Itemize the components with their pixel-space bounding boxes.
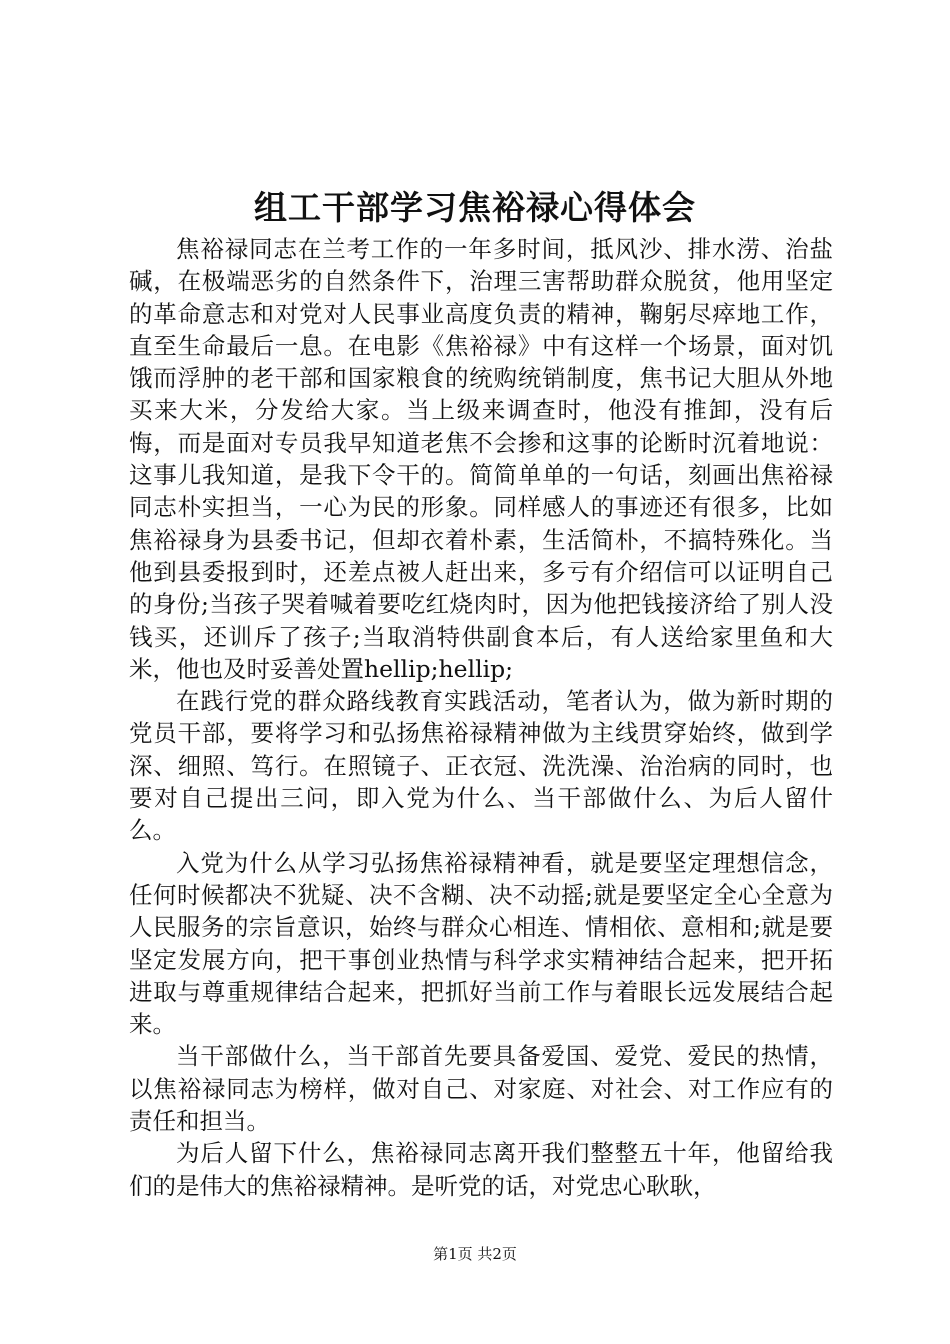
paragraph-3: 入党为什么从学习弘扬焦裕禄精神看，就是要坚定理想信念，任何时候都决不犹疑、决不含糊、决不动摇;就是要坚定全心全意为人民服务的宗旨意识，始终与群众心相连、情相依、意相和;就是要坚定发展方向，把干事创业热情与科学求实精神结合起来，把开拓进取与尊重规律结合起来，把抓好当前工作与着眼长远发展结合起来。 (129, 848, 833, 1039)
paragraph-1: 焦裕禄同志在兰考工作的一年多时间，抵风沙、排水涝、治盐碱，在极端恶劣的自然条件下，治理三害帮助群众脱贫，他用坚定的革命意志和对党对人民事业高度负责的精神，鞠躬尽瘁地工作，直至生命最后一息。在电影《焦裕禄》中有这样一个场景，面对饥饿而浮肿的老干部和国家粮食的统购统销制度，焦书记大胆从外地买来大米，分发给大家。当上级来调查时，他没有推卸，没有后悔，而是面对专员我早知道老焦不会掺和这事的论断时沉着地说：这事儿我知道，是我下令干的。简简单单的一句话，刻画出焦裕禄同志朴实担当，一心为民的形象。同样感人的事迹还有很多，比如焦裕禄身为县委书记，但却衣着朴素，生活简朴，不搞特殊化。当他到县委报到时，还差点被人赶出来，多亏有介绍信可以证明自己的身份;当孩子哭着喊着要吃红烧肉时，因为他把钱接济给了别人没钱买，还训斥了孩子;当取消特供副食本后，有人送给家里鱼和大米，他也及时妥善处置hellip;hellip; (129, 235, 833, 683)
paragraph-4: 当干部做什么，当干部首先要具备爱国、爱党、爱民的热情，以焦裕禄同志为榜样，做对自己、对家庭、对社会、对工作应有的责任和担当。 (129, 1042, 833, 1136)
document-title: 组工干部学习焦裕禄心得体会 (254, 188, 696, 227)
document-body (129, 233, 833, 1202)
paragraph-5: 为后人留下什么，焦裕禄同志离开我们整整五十年，他留给我们的是伟大的焦裕禄精神。是听党的话，对党忠心耿耿， (129, 1139, 833, 1200)
paragraph-2: 在践行党的群众路线教育实践活动，笔者认为，做为新时期的党员干部，要将学习和弘扬焦裕禄精神做为主线贯穿始终，做到学深、细照、笃行。在照镜子、正衣冠、洗洗澡、治治病的同时，也要对自己提出三问，即入党为什么、当干部做什么、为后人留什么。 (129, 687, 833, 845)
page-number-footer: 第1页 共2页 (433, 1245, 517, 1263)
